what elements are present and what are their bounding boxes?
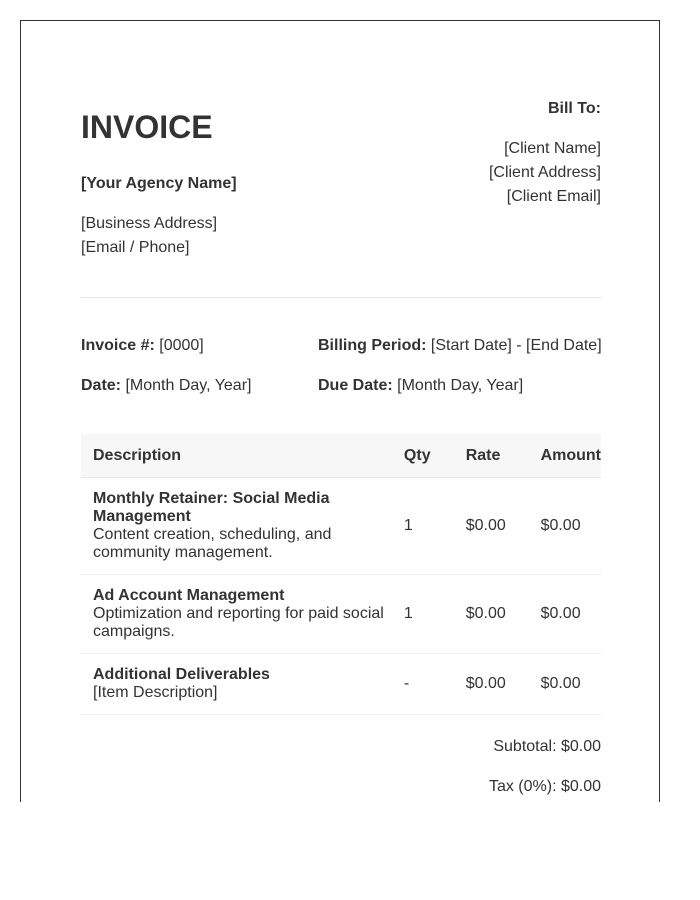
- item-amount: $0.00: [529, 478, 601, 575]
- item-amount: $0.00: [529, 654, 601, 715]
- item-description: Content creation, scheduling, and community management.: [93, 526, 332, 561]
- agency-address: [Business Address]: [81, 215, 218, 232]
- invoice-date: [81, 377, 251, 395]
- header-amount: Amount: [529, 434, 601, 478]
- invoice-number-label: Invoice #:: [81, 337, 155, 354]
- invoice-title: INVOICE: [81, 109, 213, 145]
- table-row: [81, 654, 601, 715]
- item-amount: $0.00: [529, 575, 601, 654]
- row-description-cell: [81, 478, 392, 575]
- item-title: Additional Deliverables: [93, 666, 270, 683]
- line-items-table: [81, 434, 601, 715]
- invoice-number: [81, 337, 204, 355]
- item-rate: $0.00: [454, 478, 529, 575]
- header-qty: Qty: [392, 434, 454, 478]
- client-name: [Client Name]: [504, 140, 601, 157]
- header-description: Description: [81, 434, 392, 478]
- client-address: [Client Address]: [488, 164, 601, 181]
- header-rate: Rate: [454, 434, 529, 478]
- due-date: [318, 377, 523, 395]
- due-date-label: Due Date:: [318, 377, 393, 394]
- invoice-date-value: [Month Day, Year]: [125, 377, 252, 394]
- row-description-cell: [81, 654, 392, 715]
- item-description: [Item Description]: [93, 684, 218, 701]
- item-title: Monthly Retainer: Social Media Management: [93, 490, 330, 525]
- invoice-sheet: [20, 20, 660, 802]
- invoice-number-value: [0000]: [159, 337, 204, 354]
- tax-total: Tax (0%): $0.00: [488, 778, 601, 795]
- header-divider: [81, 297, 601, 298]
- table-row: [81, 575, 601, 654]
- bill-to-label: Bill To:: [547, 100, 601, 117]
- item-qty: -: [392, 654, 454, 715]
- invoice-date-label: Date:: [81, 377, 122, 394]
- item-description: Optimization and reporting for paid social campaigns.: [93, 605, 384, 640]
- due-date-value: [Month Day, Year]: [397, 377, 524, 394]
- item-title: Ad Account Management: [93, 587, 285, 604]
- billing-period-value: [Start Date] - [End Date]: [430, 337, 602, 354]
- item-rate: $0.00: [454, 575, 529, 654]
- item-rate: $0.00: [454, 654, 529, 715]
- client-email: [Client Email]: [506, 188, 601, 205]
- subtotal: Subtotal: $0.00: [493, 738, 601, 755]
- table-row: [81, 478, 601, 575]
- billing-period: [318, 337, 602, 355]
- row-description-cell: [81, 575, 392, 654]
- item-qty: 1: [392, 478, 454, 575]
- billing-period-label: Billing Period:: [318, 337, 427, 354]
- agency-name: [Your Agency Name]: [81, 175, 237, 192]
- agency-contact: [Email / Phone]: [81, 239, 190, 256]
- table-header-row: [81, 434, 601, 478]
- item-qty: 1: [392, 575, 454, 654]
